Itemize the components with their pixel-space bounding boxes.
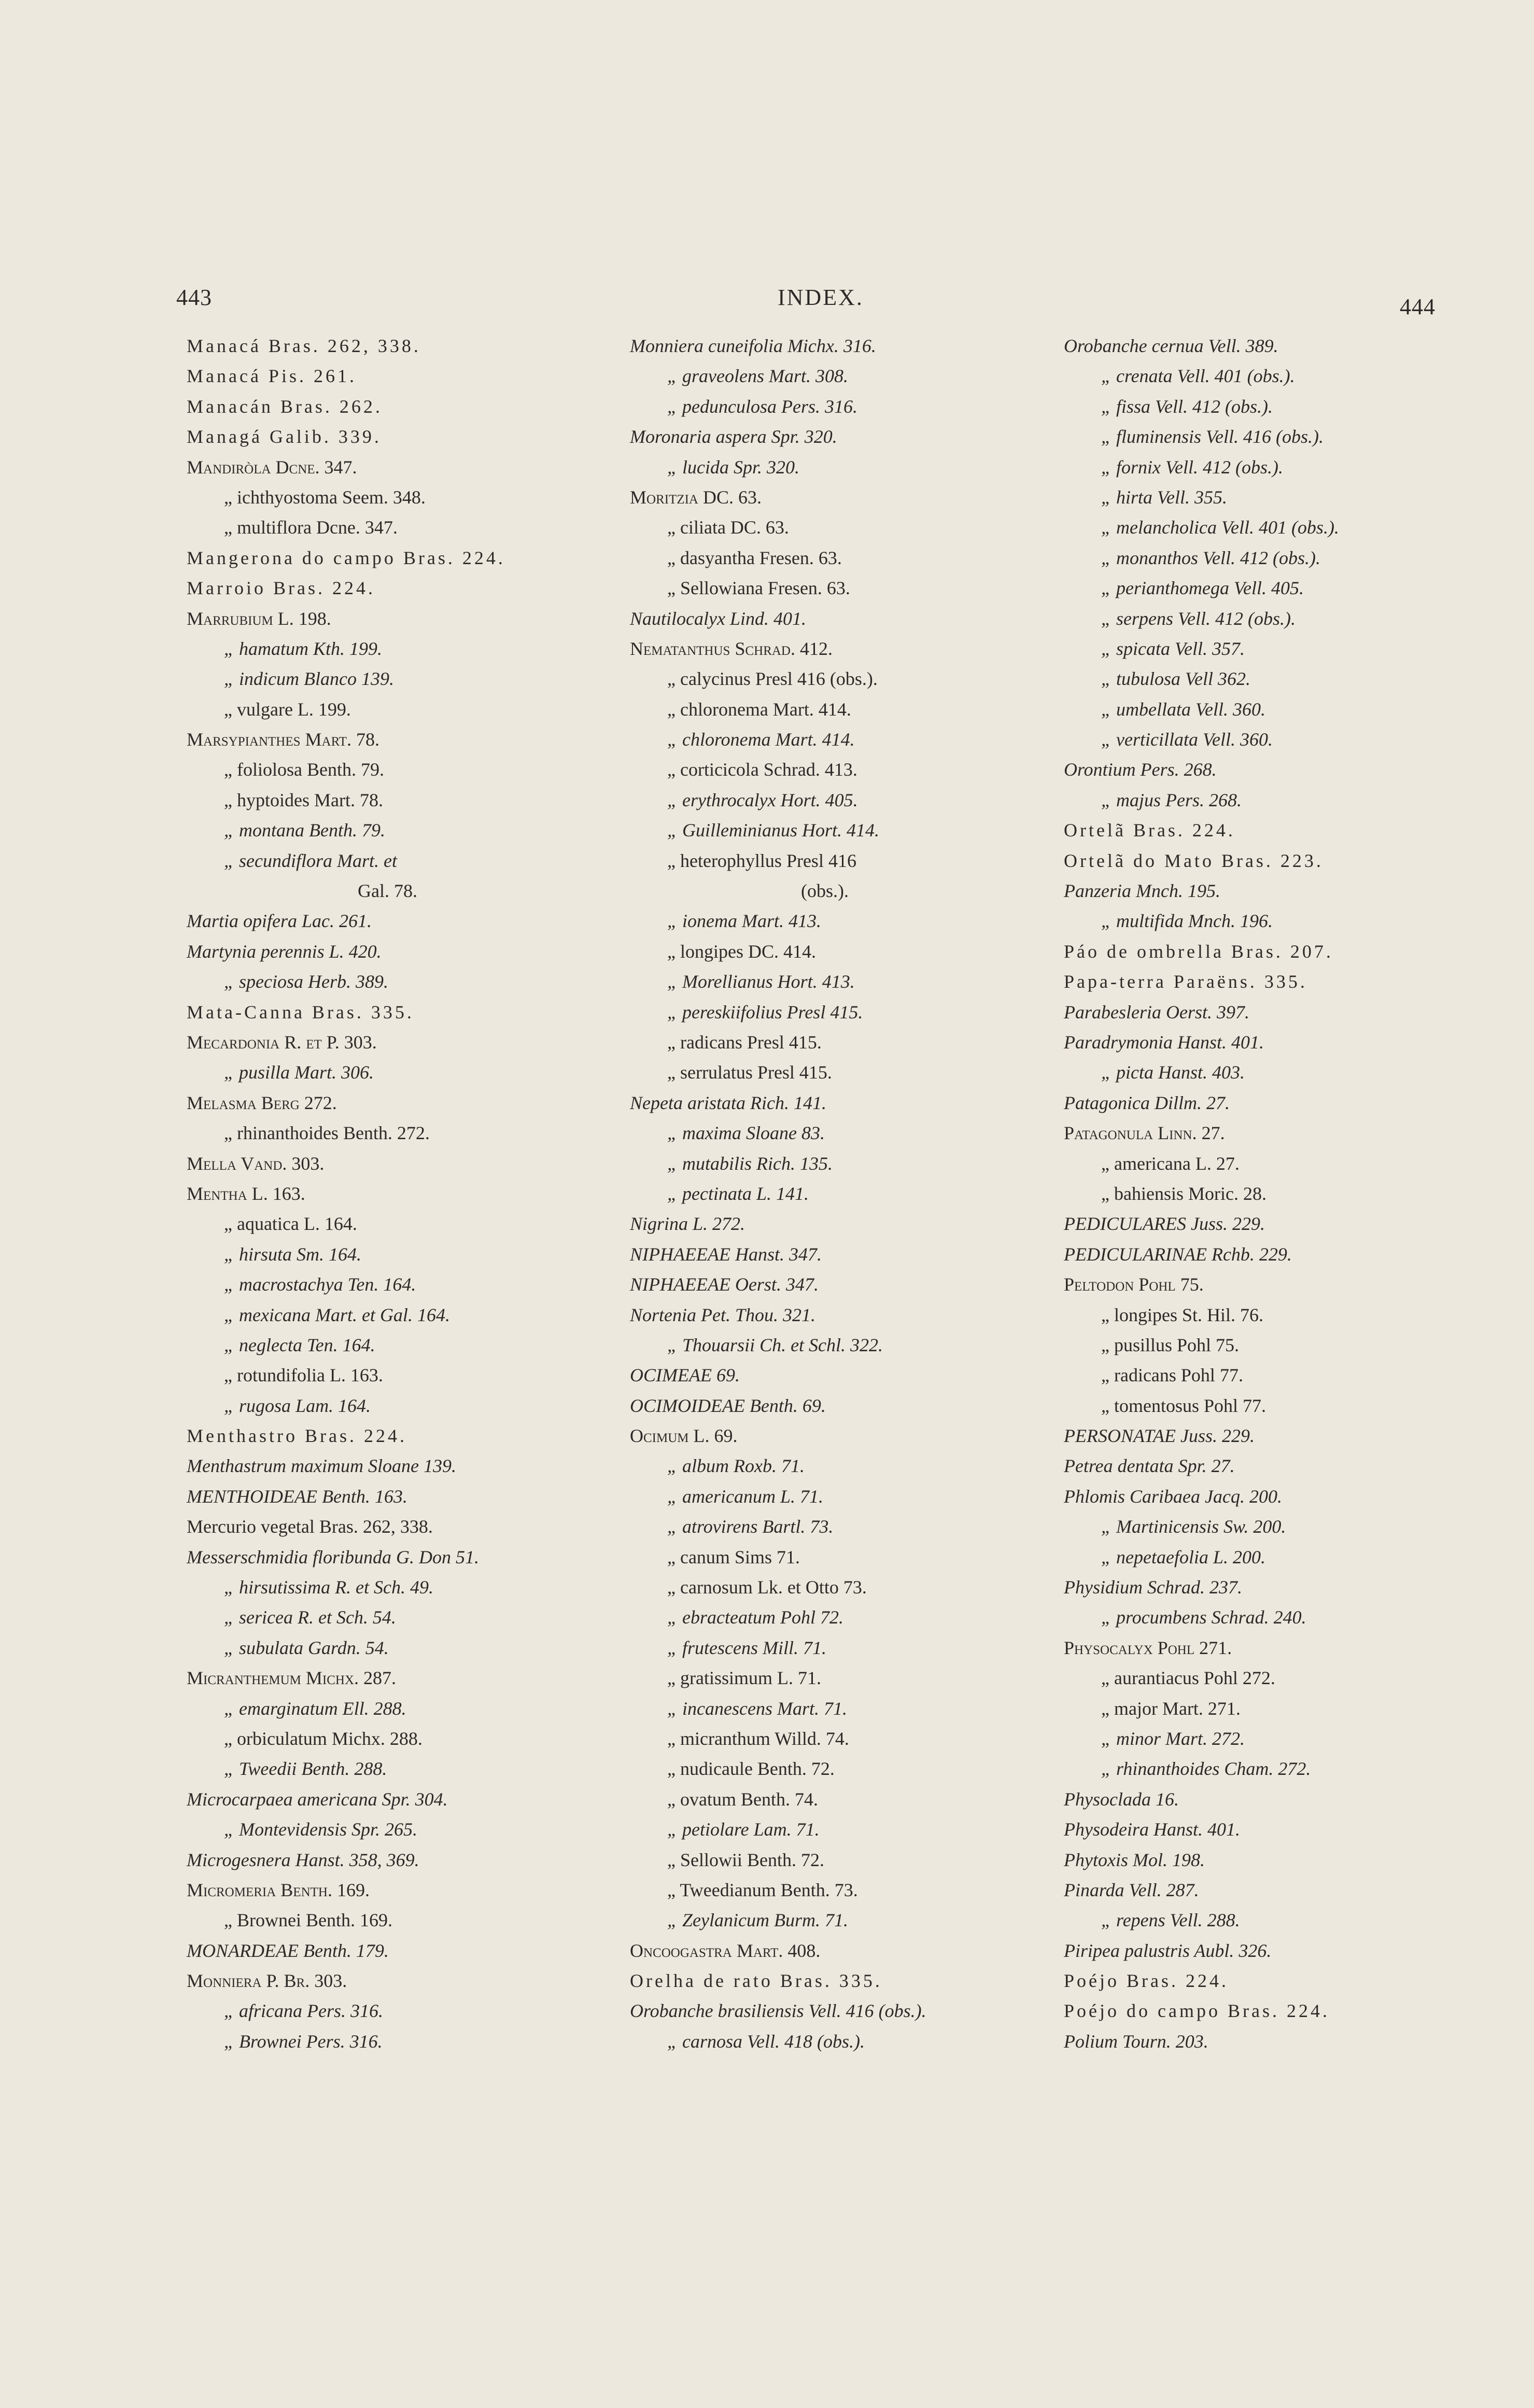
index-entry: „ hyptoides Mart. 78.	[224, 789, 383, 810]
index-entry: „ maxima Sloane 83.	[667, 1123, 825, 1144]
index-entry: Physidium Schrad. 237.	[1064, 1577, 1242, 1598]
index-entry: „ hirsuta Sm. 164.	[224, 1243, 362, 1265]
index-entry: Martynia perennis L. 420.	[187, 941, 382, 962]
index-entry: „ macrostachya Ten. 164.	[224, 1274, 416, 1295]
index-entry: MENTHOIDEAE Benth. 163.	[187, 1486, 407, 1507]
index-entry: „ spicata Vell. 357.	[1101, 638, 1245, 659]
index-entry: PEDICULARINAE Rchb. 229.	[1064, 1243, 1292, 1265]
index-entry: „ Guilleminianus Hort. 414.	[667, 820, 880, 841]
index-entry: „ africana Pers. 316.	[224, 2000, 384, 2022]
index-entry: Ocimum L. 69.	[630, 1425, 738, 1447]
index-entry: „ fornix Vell. 412 (obs.).	[1101, 456, 1283, 478]
index-entry: „ mexicana Mart. et Gal. 164.	[224, 1304, 450, 1325]
index-entry: „ majus Pers. 268.	[1101, 789, 1242, 810]
index-column-3	[1064, 331, 1339, 2056]
index-entry: Phlomis Caribaea Jacq. 200.	[1064, 1486, 1282, 1507]
index-entry: Manacán Bras. 262.	[187, 396, 383, 417]
index-entry: „ radicans Presl 415.	[667, 1031, 822, 1053]
index-entry: Páo de ombrella Bras. 207.	[1064, 941, 1333, 962]
index-entry: Micranthemum Michx. 287.	[187, 1668, 397, 1689]
index-entry: Monniera P. Br. 303.	[187, 1970, 347, 1992]
index-entry: „ canum Sims 71.	[667, 1546, 800, 1567]
index-entry: „ graveolens Mart. 308.	[667, 366, 848, 387]
index-entry: OCIMEAE 69.	[630, 1365, 740, 1386]
index-entry: „ americanum L. 71.	[667, 1486, 824, 1507]
index-entry: Papa-terra Paraëns. 335.	[1064, 971, 1307, 992]
index-entry: OCIMOIDEAE Benth. 69.	[630, 1395, 826, 1416]
index-entry: MONARDEAE Benth. 179.	[187, 1940, 389, 1961]
index-entry: Moritzia DC. 63.	[630, 486, 762, 508]
index-entry: Moronaria aspera Spr. 320.	[630, 426, 837, 447]
index-entry: Parabesleria Oerst. 397.	[1064, 1001, 1249, 1023]
index-entry: „ tomentosus Pohl 77.	[1101, 1395, 1266, 1416]
index-column-2	[630, 331, 926, 2056]
index-entry: „ aquatica L. 164.	[224, 1213, 357, 1235]
index-entry: Messerschmidia floribunda G. Don 51.	[187, 1546, 479, 1567]
index-entry: Menthastrum maximum Sloane 139.	[187, 1455, 456, 1477]
index-entry: „ rugosa Lam. 164.	[224, 1395, 371, 1416]
index-entry: Nautilocalyx Lind. 401.	[630, 608, 806, 629]
index-entry: PEDICULARES Juss. 229.	[1064, 1213, 1265, 1235]
index-entry: NIPHAEEAE Oerst. 347.	[630, 1274, 819, 1295]
index-entry: Marsypianthes Mart. 78.	[187, 729, 380, 750]
index-entry: „ frutescens Mill. 71.	[667, 1637, 826, 1658]
index-entry: „ monanthos Vell. 412 (obs.).	[1101, 547, 1320, 568]
index-entry: „ longipes DC. 414.	[667, 941, 816, 962]
index-entry: Mecardonia R. et P. 303.	[187, 1031, 377, 1053]
index-entry: „ rhinanthoides Benth. 272.	[224, 1123, 430, 1144]
index-entry: Orelha de rato Bras. 335.	[630, 1970, 882, 1992]
index-entry: Physodeira Hanst. 401.	[1064, 1819, 1240, 1840]
index-entry: „ repens Vell. 288.	[1101, 1910, 1240, 1931]
index-entry: „ petiolare Lam. 71.	[667, 1819, 820, 1840]
index-entry: Melasma Berg 272.	[187, 1092, 337, 1113]
index-entry: „ rotundifolia L. 163.	[224, 1365, 383, 1386]
index-entry: „ multiflora Dcne. 347.	[224, 517, 398, 538]
index-entry: „ Morellianus Hort. 413.	[667, 971, 855, 992]
index-entry: Physocalyx Pohl 271.	[1064, 1637, 1232, 1658]
index-entry: „ Zeylanicum Burm. 71.	[667, 1910, 848, 1931]
index-entry: „ chloronema Mart. 414.	[667, 729, 855, 750]
index-entry: „ ovatum Benth. 74.	[667, 1788, 818, 1810]
index-entry: „ erythrocalyx Hort. 405.	[667, 789, 858, 810]
index-entry: „ gratissimum L. 71.	[667, 1668, 821, 1689]
index-entry: Nematanthus Schrad. 412.	[630, 638, 833, 659]
index-entry: PERSONATAE Juss. 229.	[1064, 1425, 1255, 1447]
index-entry: „ crenata Vell. 401 (obs.).	[1101, 366, 1295, 387]
index-entry: „ hirta Vell. 355.	[1101, 486, 1228, 508]
index-entry: Mella Vand. 303.	[187, 1153, 325, 1174]
index-entry: Mandiròla Dcne. 347.	[187, 456, 357, 478]
index-entry: „ pusillus Pohl 75.	[1101, 1334, 1240, 1355]
index-entry: „ chloronema Mart. 414.	[667, 698, 851, 720]
index-entry: „ Brownei Benth. 169.	[224, 1910, 392, 1931]
index-entry: Phytoxis Mol. 198.	[1064, 1849, 1205, 1870]
index-entry: Petrea dentata Spr. 27.	[1064, 1455, 1235, 1477]
index-entry: „ calycinus Presl 416 (obs.).	[667, 668, 878, 690]
index-column-1	[187, 331, 505, 2056]
index-entry: „ ichthyostoma Seem. 348.	[224, 486, 426, 508]
index-entry: Peltodon Pohl 75.	[1064, 1274, 1204, 1295]
index-entry: „ vulgare L. 199.	[224, 698, 351, 720]
page-number-right: 444	[1400, 294, 1436, 319]
index-entry: Polium Tourn. 203.	[1064, 2031, 1208, 2052]
index-entry: „ pedunculosa Pers. 316.	[667, 396, 857, 417]
index-entry: Poéjo Bras. 224.	[1064, 1970, 1229, 1992]
index-entry: „ Tweedii Benth. 288.	[224, 1758, 387, 1780]
index-entry: „ micranthum Willd. 74.	[667, 1728, 849, 1749]
index-entry: „ album Roxb. 71.	[667, 1455, 805, 1477]
index-entry: „ bahiensis Moric. 28.	[1101, 1183, 1266, 1204]
index-entry: „ americana L. 27.	[1101, 1153, 1240, 1174]
index-entry: „ carnosa Vell. 418 (obs.).	[667, 2031, 865, 2052]
index-entry: Marrubium L. 198.	[187, 608, 331, 629]
index-entry: Paradrymonia Hanst. 401.	[1064, 1031, 1264, 1053]
index-entry: NIPHAEEAE Hanst. 347.	[630, 1243, 822, 1265]
index-entry: Patagonica Dillm. 27.	[1064, 1092, 1230, 1113]
index-entry: „ Thouarsii Ch. et Schl. 322.	[667, 1334, 883, 1355]
index-entry: „ fluminensis Vell. 416 (obs.).	[1101, 426, 1324, 447]
index-entry: „ sericea R. et Sch. 54.	[224, 1607, 396, 1628]
index-entry: „ lucida Spr. 320.	[667, 456, 800, 478]
index-entry: Nepeta aristata Rich. 141.	[630, 1092, 826, 1113]
index-entry: „ speciosa Herb. 389.	[224, 971, 388, 992]
index-entry: „ carnosum Lk. et Otto 73.	[667, 1577, 867, 1598]
index-entry: „ Brownei Pers. 316.	[224, 2031, 383, 2052]
index-entry: „ neglecta Ten. 164.	[224, 1334, 375, 1355]
index-entry: (obs.).	[801, 880, 849, 902]
index-entry: Nortenia Pet. Thou. 321.	[630, 1304, 815, 1325]
index-entry: „ longipes St. Hil. 76.	[1101, 1304, 1263, 1325]
index-entry: Micromeria Benth. 169.	[187, 1879, 370, 1900]
index-entry: Pinarda Vell. 287.	[1064, 1879, 1199, 1900]
index-entry: „ Tweedianum Benth. 73.	[667, 1879, 858, 1900]
index-entry: Panzeria Mnch. 195.	[1064, 880, 1220, 902]
index-entry: „ incanescens Mart. 71.	[667, 1698, 847, 1719]
index-entry: „ subulata Gardn. 54.	[224, 1637, 389, 1658]
index-entry: Physoclada 16.	[1064, 1788, 1179, 1810]
index-entry: Manacá Pis. 261.	[187, 366, 357, 387]
index-entry: „ montana Benth. 79.	[224, 820, 385, 841]
index-entry: „ foliolosa Benth. 79.	[224, 759, 384, 780]
index-entry: „ heterophyllus Presl 416	[667, 850, 856, 871]
index-entry: „ nudicaule Benth. 72.	[667, 1758, 835, 1780]
index-entry: „ Sellowii Benth. 72.	[667, 1849, 824, 1870]
index-entry: „ picta Hanst. 403.	[1101, 1062, 1245, 1083]
index-entry: „ pusilla Mart. 306.	[224, 1062, 374, 1083]
index-entry: „ umbellata Vell. 360.	[1101, 698, 1265, 720]
index-entry: Nigrina L. 272.	[630, 1213, 745, 1235]
index-entry: „ Montevidensis Spr. 265.	[224, 1819, 417, 1840]
index-entry: Oncoogastra Mart. 408.	[630, 1940, 821, 1961]
index-entry: „ dasyantha Fresen. 63.	[667, 547, 842, 568]
index-entry: „ hirsutissima R. et Sch. 49.	[224, 1577, 434, 1598]
index-entry: Mangerona do campo Bras. 224.	[187, 547, 505, 568]
index-entry: „ Martinicensis Sw. 200.	[1101, 1516, 1286, 1537]
index-entry: „ corticicola Schrad. 413.	[667, 759, 857, 780]
index-entry: „ serpens Vell. 412 (obs.).	[1101, 608, 1296, 629]
index-entry: „ ebracteatum Pohl 72.	[667, 1607, 843, 1628]
index-entry: Orobanche brasiliensis Vell. 416 (obs.).	[630, 2000, 926, 2022]
index-entry: „ atrovirens Bartl. 73.	[667, 1516, 834, 1537]
index-entry: „ fissa Vell. 412 (obs.).	[1101, 396, 1273, 417]
index-entry: Mentha L. 163.	[187, 1183, 305, 1204]
index-entry: „ radicans Pohl 77.	[1101, 1365, 1243, 1386]
index-entry: Mercurio vegetal Bras. 262, 338.	[187, 1516, 433, 1537]
index-entry: „ procumbens Schrad. 240.	[1101, 1607, 1306, 1628]
index-entry: Poéjo do campo Bras. 224.	[1064, 2000, 1330, 2022]
index-entry: Manacá Bras. 262, 338.	[187, 335, 421, 356]
index-entry: „ orbiculatum Michx. 288.	[224, 1728, 423, 1749]
page-title: INDEX.	[778, 285, 864, 310]
index-entry: „ perianthomega Vell. 405.	[1101, 578, 1304, 599]
index-entry: „ aurantiacus Pohl 272.	[1101, 1668, 1275, 1689]
index-entry: Ortelã do Mato Bras. 223.	[1064, 850, 1324, 871]
index-entry: „ major Mart. 271.	[1101, 1698, 1241, 1719]
index-entry: „ melancholica Vell. 401 (obs.).	[1101, 517, 1339, 538]
index-entry: Martia opifera Lac. 261.	[187, 911, 372, 932]
index-entry: „ Sellowiana Fresen. 63.	[667, 578, 850, 599]
index-entry: „ indicum Blanco 139.	[224, 668, 394, 690]
index-entry: „ mutabilis Rich. 135.	[667, 1153, 833, 1174]
index-entry: „ minor Mart. 272.	[1101, 1728, 1245, 1749]
index-entry: „ tubulosa Vell 362.	[1101, 668, 1251, 690]
index-entry: Gal. 78.	[358, 880, 417, 902]
index-entry: „ pereskiifolius Presl 415.	[667, 1001, 863, 1023]
index-entry: Marroio Bras. 224.	[187, 578, 375, 599]
index-entry: „ serrulatus Presl 415.	[667, 1062, 832, 1083]
index-entry: „ verticillata Vell. 360.	[1101, 729, 1273, 750]
index-entry: „ secundiflora Mart. et	[224, 850, 397, 871]
index-entry: Monniera cuneifolia Michx. 316.	[630, 335, 876, 356]
index-entry: „ emarginatum Ell. 288.	[224, 1698, 406, 1719]
page-number-left: 443	[176, 285, 212, 310]
index-entry: Microgesnera Hanst. 358, 369.	[187, 1849, 419, 1870]
index-entry: Microcarpaea americana Spr. 304.	[187, 1788, 448, 1810]
index-entry: „ nepetaefolia L. 200.	[1101, 1546, 1265, 1567]
index-entry: Piripea palustris Aubl. 326.	[1064, 1940, 1272, 1961]
index-entry: „ hamatum Kth. 199.	[224, 638, 383, 659]
index-entry: „ ionema Mart. 413.	[667, 911, 821, 932]
index-entry: Menthastro Bras. 224.	[187, 1425, 407, 1447]
index-entry: „ multifida Mnch. 196.	[1101, 911, 1273, 932]
index-entry: „ rhinanthoides Cham. 272.	[1101, 1758, 1311, 1780]
index-entry: Patagonula Linn. 27.	[1064, 1123, 1225, 1144]
index-entry: Ortelã Bras. 224.	[1064, 820, 1235, 841]
index-entry: Orobanche cernua Vell. 389.	[1064, 335, 1278, 356]
index-entry: Orontium Pers. 268.	[1064, 759, 1217, 780]
index-entry: Mata-Canna Bras. 335.	[187, 1001, 414, 1023]
index-entry: „ ciliata DC. 63.	[667, 517, 789, 538]
index-entry: „ pectinata L. 141.	[667, 1183, 809, 1204]
index-entry: Managá Galib. 339.	[187, 426, 382, 447]
